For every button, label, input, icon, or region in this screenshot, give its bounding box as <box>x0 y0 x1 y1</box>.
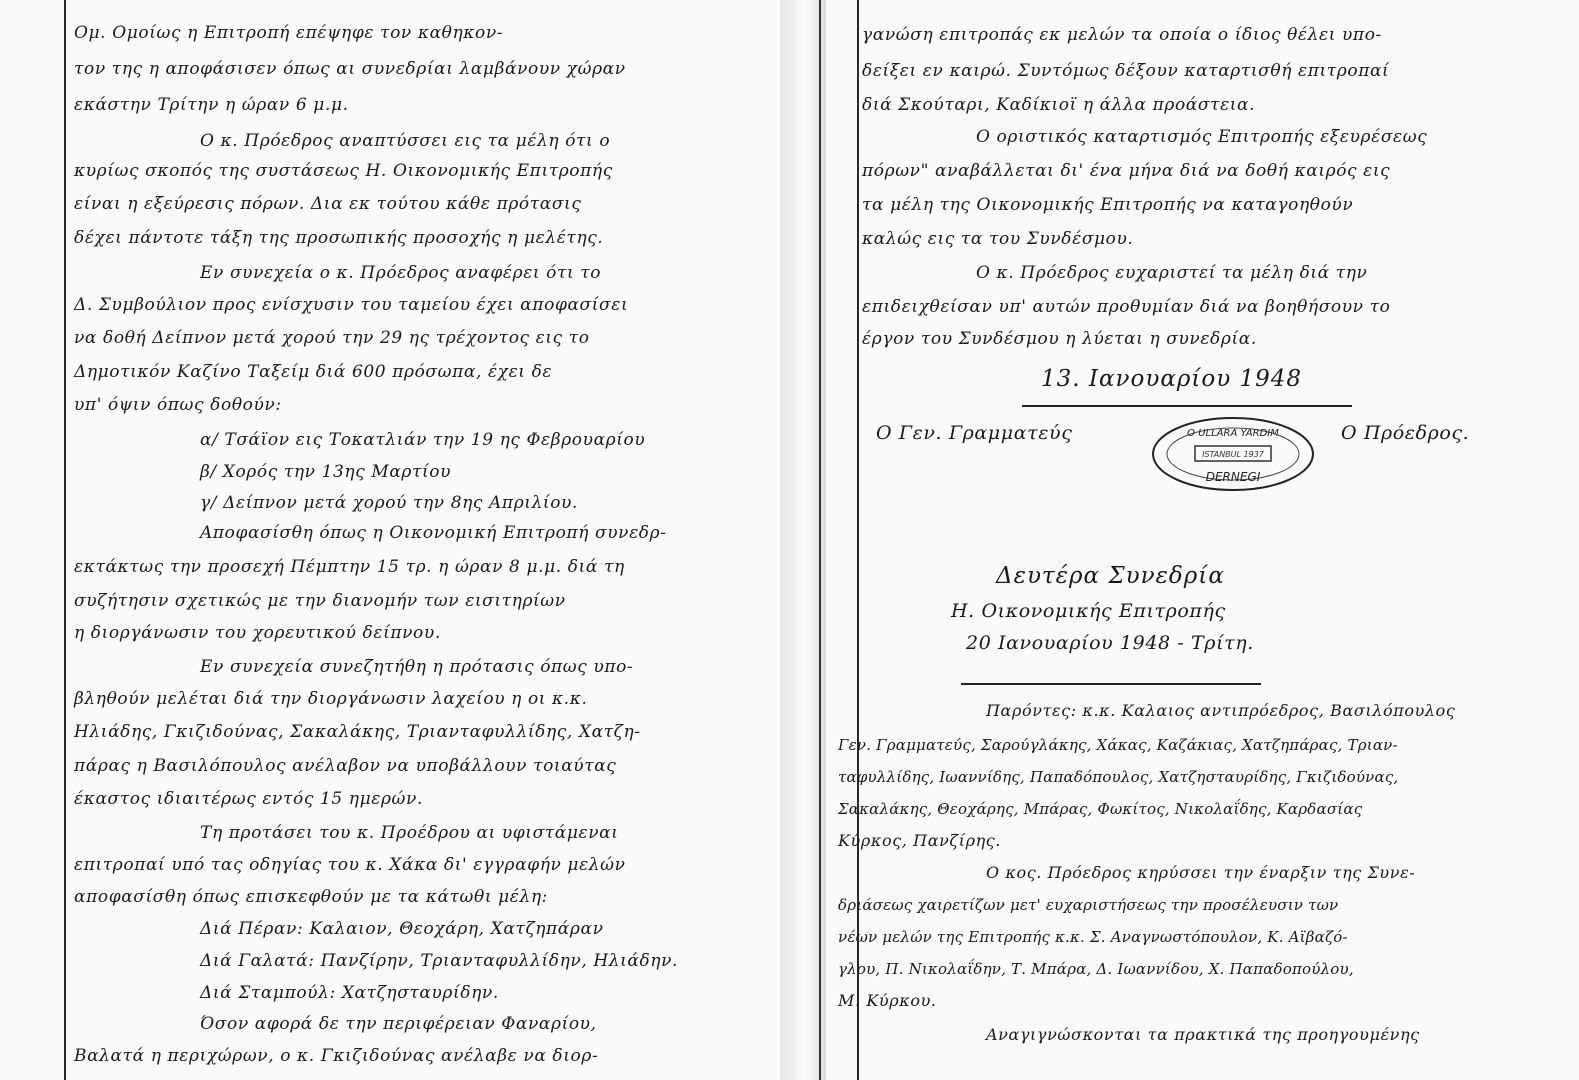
right-line-4: Ο οριστικός καταρτισμός Επιτροπής εξευρέσεως <box>976 127 1428 147</box>
left-line-5: κυρίως σκοπός της συστάσεως Η. Οικονομικής Επιτροπής <box>74 161 613 181</box>
left-line-6: είναι η εξεύρεσις πόρων. Δια εκ τούτου κάθε πρότασις <box>74 194 582 214</box>
opening-line-4: γλου, Π. Νικολαΐδην, Τ. Μπάρα, Δ. Ιωαννίδου, Χ. Παπαδοπούλου, <box>838 960 1354 978</box>
heading-underline <box>961 683 1261 685</box>
left-line-8: Εν συνεχεία ο κ. Πρόεδρος αναφέρει ότι το <box>200 263 602 283</box>
right-line-5: πόρων" αναβάλλεται δι' ένα μήνα διά να δοθή καιρός εις <box>862 161 1391 181</box>
right-line-6: τα μέλη της Οικονομικής Επιτροπής να καταγοηθούν <box>862 195 1354 215</box>
stamp-bottom-text: DERNEGI <box>1205 470 1261 484</box>
right-line-3: διά Σκούταρι, Καδίκιοϊ η άλλα προάστεια. <box>862 95 1256 115</box>
left-line-4: Ο κ. Πρόεδρος αναπτύσσει εις τα μέλη ότι ο <box>200 131 611 151</box>
left-line-16: Αποφασίσθη όπως η Οικονομική Επιτροπή συνεδρ- <box>200 523 667 543</box>
left-line-1: Ομ. Ομοίως η Επιτροπή επέψηφε τον καθηκον- <box>74 23 504 43</box>
left-page <box>0 0 780 1080</box>
opening-line-2: δριάσεως χαιρετίζων μετ' ευχαριστήσεως την προσέλευσιν των <box>838 896 1339 914</box>
right-line-9: επιδειχθείσαν υπ' αυτών προθυμίαν διά να βοηθήσουν το <box>862 297 1391 317</box>
left-margin-rule <box>64 0 66 1080</box>
right-line-1: γανώση επιτροπάς εκ μελών τα οποία ο ίδιος θέλει υπο- <box>862 25 1382 45</box>
left-line-2: τον της η αποφάσισεν όπως αι συνεδρίαι λαμβάνουν χώραν <box>74 59 626 79</box>
left-line-25: Τη προτάσει του κ. Προέδρου αι υφιστάμεναι <box>200 823 619 843</box>
left-line-10: να δοθή Δείπνον μετά χορού την 29 ης τρέχοντος εις το <box>74 328 590 348</box>
left-item-c: γ/ Δείπνον μετά χορού την 8ης Απριλίου. <box>200 493 578 513</box>
association-stamp <box>1151 415 1316 493</box>
right-line-10: έργον του Συνδέσμου η λύεται η συνεδρία. <box>862 329 1257 349</box>
left-line-11: Δημοτικόν Καζίνο Ταξείμ διά 600 πρόσωπα, έχει δε <box>74 362 553 382</box>
attendees-line-1: Παρόντες: κ.κ. Καλαιος αντιπρόεδρος, Βασιλόπουλος <box>986 701 1456 720</box>
attendees-line-3: ταφυλλίδης, Ιωαννίδης, Παπαδόπουλος, Χατζησταυρίδης, Γκιζιδούνας, <box>838 768 1399 786</box>
left-line-28: Διά Πέραν: Καλαιον, Θεοχάρη, Χατζηπάραν <box>200 919 604 939</box>
right-line-8: Ο κ. Πρόεδρος ευχαριστεί τα μέλη διά την <box>976 263 1368 283</box>
left-line-31: Όσον αφορά δε την περιφέρειαν Φαναρίου, <box>200 1014 597 1034</box>
minutes-reading-line: Αναγιγνώσκονται τα πρακτικά της προηγουμένης <box>986 1025 1420 1044</box>
right-line-2: δείξει εν καιρώ. Συντόμως δέξουν καταρτισθή επιτροπαί <box>862 61 1390 81</box>
right-line-7: καλώς εις τα του Συνδέσμου. <box>862 229 1134 249</box>
left-line-20: Εν συνεχεία συνεζητήθη η πρότασις όπως υπο- <box>200 657 634 677</box>
opening-line-1: Ο κος. Πρόεδρος κηρύσσει την έναρξιν της Συνε- <box>986 863 1416 882</box>
left-line-7: δέχει πάντοτε τάξη της προσωπικής προσοχής η μελέτης. <box>74 228 604 248</box>
right-page <box>826 0 1579 1080</box>
secretary-signature-label: Ο Γεν. Γραμματεύς <box>876 422 1073 444</box>
left-line-9: Δ. Συμβούλιον προς ενίσχυσιν του ταμείου έχει αποφασίσει <box>74 295 629 315</box>
left-line-18: συζήτησιν σχετικώς με την διανομήν των εισιτηρίων <box>74 591 566 611</box>
left-item-a: α/ Τσάϊον εις Τοκατλιάν την 19 ης Φεβρουαρίου <box>200 430 646 450</box>
left-line-21: βληθούν μελέται διά την διοργάνωσιν λαχείου η οι κ.κ. <box>74 689 588 709</box>
attendees-line-2: Γεν. Γραμματεύς, Σαρούγλάκης, Χάκας, Καζάκιας, Χατζηπάρας, Τριαν- <box>838 736 1398 754</box>
left-line-22: Ηλιάδης, Γκιζιδούνας, Σακαλάκης, Τριανταφυλλίδης, Χατζη- <box>74 722 641 742</box>
second-session-heading: Δευτέρα Συνεδρία <box>996 563 1225 589</box>
left-line-32: Βαλατά η περιχώρων, ο κ. Γκιζιδούνας ανέλαβε να διορ- <box>74 1046 599 1066</box>
session-date-heading: 20 Ιανουαρίου 1948 - Τρίτη. <box>966 632 1254 654</box>
date-title-underline <box>1022 405 1352 407</box>
left-line-24: έκαστος ιδιαιτέρως εντός 15 ημερών. <box>74 789 423 809</box>
left-line-29: Διά Γαλατά: Πανζίρην, Τριανταφυλλίδην, Ηλιάδην. <box>200 951 679 971</box>
attendees-line-4: Σακαλάκης, Θεοχάρης, Μπάρας, Φωκίτος, Νικολαΐδης, Καρδασίας <box>838 800 1363 818</box>
president-signature-label: Ο Πρόεδρος. <box>1341 422 1470 444</box>
left-line-12: υπ' όψιν όπως δοθούν: <box>74 395 282 415</box>
left-line-19: η διοργάνωσιν του χορευτικού δείπνου. <box>74 623 441 643</box>
left-line-30: Διά Σταμπούλ: Χατζησταυρίδην. <box>200 983 499 1003</box>
stamp-middle-text: ISTANBUL 1937 <box>1202 450 1264 459</box>
minutes-date-title: 13. Ιανουαρίου 1948 <box>1041 366 1303 392</box>
left-item-b: β/ Χορός την 13ης Μαρτίου <box>200 462 452 482</box>
gutter-rule <box>819 0 821 1080</box>
left-line-17: εκτάκτως την προσεχή Πέμπτην 15 τρ. η ώραν 8 μ.μ. διά τη <box>74 557 625 577</box>
left-line-3: εκάστην Τρίτην η ώραν 6 μ.μ. <box>74 95 349 115</box>
right-margin-rule <box>857 0 859 1080</box>
left-line-23: πάρας η Βασιλόπουλος ανέλαβον να υποβάλλουν τοιαύτας <box>74 756 617 776</box>
committee-heading: Η. Οικονομικής Επιτροπής <box>951 600 1226 622</box>
opening-line-3: νέων μελών της Επιτροπής κ.κ. Σ. Αναγνωστόπουλον, Κ. Αϊβαζό- <box>838 928 1348 946</box>
left-line-26: επιτροπαί υπό τας οδηγίας του κ. Χάκα δι' εγγραφήν μελών <box>74 855 626 875</box>
stamp-top-text: O ULLARA YARDIM <box>1187 428 1279 439</box>
attendees-line-5: Κύρκος, Πανζίρης. <box>838 831 1002 850</box>
opening-line-5: Μ. Κύρκου. <box>838 991 937 1010</box>
left-line-27: αποφασίσθη όπως επισκεφθούν με τα κάτωθι μέλη: <box>74 887 548 907</box>
